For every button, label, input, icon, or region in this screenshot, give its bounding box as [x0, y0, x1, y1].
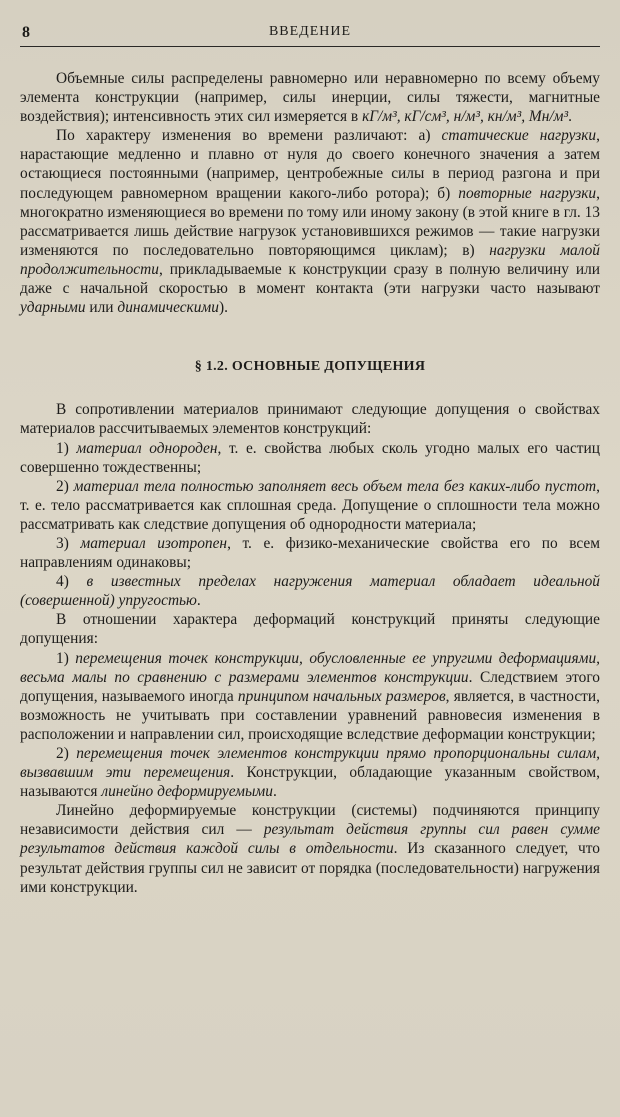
body-text [20, 69, 600, 897]
term-short-loads: нагрузки малой продолжительности [20, 241, 600, 278]
paragraph-deformation-intro: В отношении характера деформаций конструкций приняты следующие допущения: [20, 611, 600, 648]
paragraph-superposition: Линейно деформируемые конструкции (системы) подчиняются принципу независимости действия сил — результат действия группы сил равен сумме результатов действия каждой силы в отдельности. Из сказанного следует, что результат действия группы сил не зависит от порядка (последовательности) нагружения ими конструкции. [20, 802, 601, 896]
running-head [20, 0, 600, 47]
paragraph-load-types: По характеру изменения во времени различают: а) статические нагрузки, нарастающие медленно и плавно от нуля до своего конечного значения а затем остающиеся постоянными (например, центробежные силы в период разгона и при последующем равномерном вращении какого-либо ротора); б) повторные нагрузки, многократно изменяющиеся во времени по тому или иному закону (в этой книге в гл. 13 рассматривается лишь действие нагрузок установившихся режимов — такие нагрузки изменяются по последовательно повторяющимся циклам); в) нагрузки малой продолжительности, прикладываемые к конструкции сразу в полную величину или даже с начальной скоростью в момент контакта (эти нагрузки часто называют ударными или динамическими). [20, 127, 600, 317]
term-dynamic: динамическими [117, 299, 219, 317]
units-list: кГ/м³, кГ/см³, н/м³, кн/м³, Мн/м³ [362, 108, 569, 126]
assumption-4: 4) в известных пределах нагружения материал обладает идеальной (совершенной) упругостью. [20, 573, 600, 610]
deformation-assumption-1: 1) перемещения точек конструкции, обусловленные ее упругими деформациями, весьма малы по сравнению с размерами элементов конструкции. Следствием этого допущения, называемого иногда принципом начальных размеров, является, в частности, возможность не учитывать при составлении уравнений равновесия изменения в расположении и направлении сил, происходящие вследствие деформации конструкции; [20, 649, 600, 743]
term-repeated-loads: повторные нагрузки [458, 184, 597, 202]
paragraph-assumptions-intro: В сопротивлении материалов принимают следующие допущения о свойствах материалов рассчитываемых элементов конструкций: [20, 401, 600, 438]
running-title: ВВЕДЕНИЕ [268, 24, 352, 39]
assumption-2: 2) материал тела полностью заполняет весь объем тела без каких-либо пустот, т. е. тело рассматривается как сплошная среда. Допущение о сплошности тела можно рассматривать как следствие допущения об однородности материала; [20, 477, 600, 533]
assumption-3: 3) материал изотропен, т. е. физико-механические свойства его по всем направлениям одинаковы; [20, 534, 601, 572]
section-heading: § 1.2. ОСНОВНЫЕ ДОПУЩЕНИЯ [194, 359, 426, 375]
paragraph-body-forces: Объемные силы распределены равномерно или неравномерно по всему объему элемента конструкции (например, силы инерции, силы тяжести, магнитные воздействия); интенсивность этих сил измеряется в кГ/м³, кГ/см³, н/м³, кн/м³, Мн/м³. [20, 70, 600, 126]
term-static-loads: статические нагрузки [441, 127, 597, 145]
assumption-1: 1) материал однороден, т. е. свойства любых сколь угодно малых его частиц совершенно тождественны; [20, 439, 600, 476]
page-number: 8 [22, 24, 30, 41]
deformation-assumption-2: 2) перемещения точек элементов конструкции прямо пропорциональны силам, вызвавшим эти перемещения. Конструкции, обладающие указанным свойством, называются линейно деформируемыми. [20, 745, 600, 801]
term-impact: ударными [20, 299, 86, 317]
